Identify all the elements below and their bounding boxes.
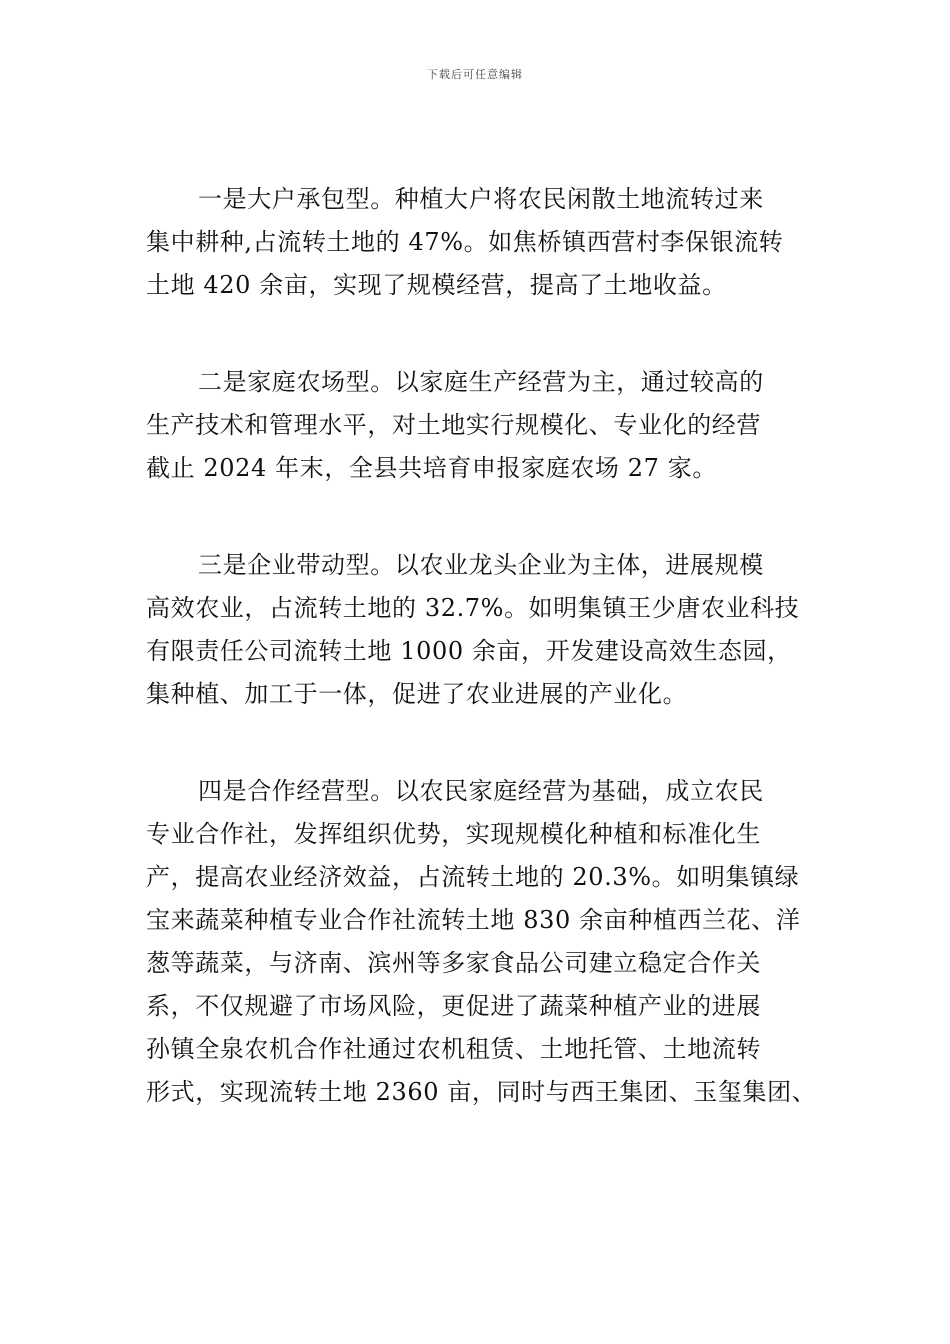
- paragraph-line: 一是大户承包型。种植大户将农民闲散土地流转过来: [198, 185, 764, 213]
- paragraph-line: 高效农业，占流转土地的 32.7%。如明集镇王少唐农业科技: [146, 594, 800, 622]
- paragraph-cooperative: [146, 770, 826, 1114]
- paragraph-line: 形式，实现流转土地 2360 亩，同时与西王集团、玉玺集团、: [146, 1078, 817, 1106]
- paragraph-line: 三是企业带动型。以农业龙头企业为主体，进展规模: [198, 551, 764, 579]
- paragraph-line: 宝来蔬菜种植专业合作社流转土地 830 余亩种植西兰花、洋: [146, 906, 801, 934]
- paragraph-line: 集中耕种,占流转土地的 47%。如焦桥镇西营村李保银流转: [146, 228, 784, 256]
- paragraph-line: 集种植、加工于一体，促进了农业进展的产业化。: [146, 680, 688, 708]
- paragraph-line: 系，不仅规避了市场风险，更促进了蔬菜种植产业的进展: [146, 992, 761, 1020]
- paragraph-line: 生产技术和管理水平，对土地实行规模化、专业化的经营: [146, 411, 761, 439]
- paragraph-enterprise-driven: [146, 544, 826, 716]
- paragraph-line: 土地 420 余亩，实现了规模经营，提高了土地收益。: [146, 271, 727, 299]
- paragraph-line: 葱等蔬菜，与济南、滨州等多家食品公司建立稳定合作关: [146, 949, 761, 977]
- paragraph-line: 二是家庭农场型。以家庭生产经营为主，通过较高的: [198, 368, 764, 396]
- paragraph-line: 产，提高农业经济效益，占流转土地的 20.3%。如明集镇绿: [146, 863, 800, 891]
- paragraph-large-household: [146, 178, 826, 307]
- paragraph-line: 专业合作社，发挥组织优势，实现规模化种植和标准化生: [146, 820, 761, 848]
- paragraph-line: 四是合作经营型。以农民家庭经营为基础，成立农民: [198, 777, 764, 805]
- document-body: [146, 178, 826, 1168]
- page-header: 下载后可任意编辑: [427, 68, 523, 81]
- paragraph-family-farm: [146, 361, 826, 490]
- paragraph-line: 截止 2024 年末，全县共培育申报家庭农场 27 家。: [146, 454, 717, 482]
- paragraph-line: 有限责任公司流转土地 1000 余亩，开发建设高效生态园，: [146, 637, 792, 665]
- paragraph-line: 孙镇全泉农机合作社通过农机租赁、土地托管、土地流转: [146, 1035, 761, 1063]
